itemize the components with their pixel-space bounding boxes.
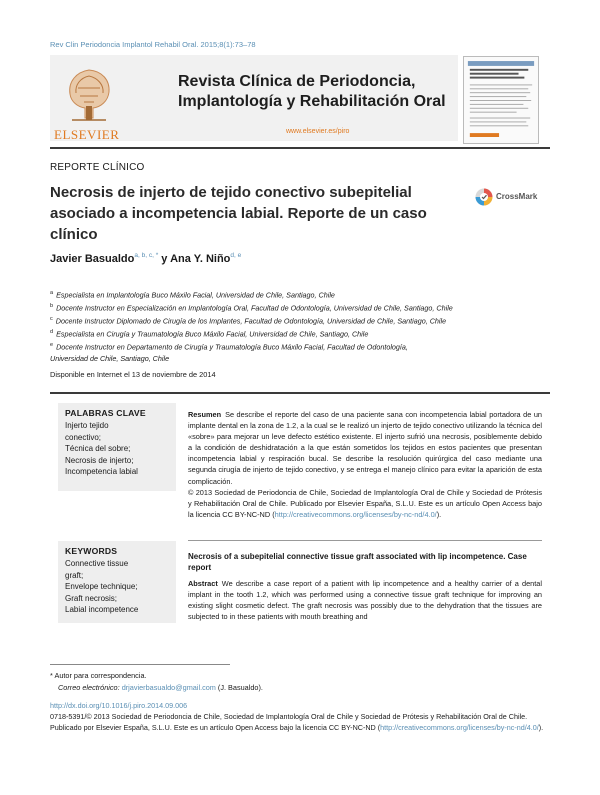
abstract-top-divider bbox=[50, 392, 550, 394]
english-abstract-label: Abstract bbox=[188, 579, 218, 588]
bottom-license-link[interactable]: http://creativecommons.org/licenses/by-nc-nd/4.0/ bbox=[380, 722, 539, 732]
footnotes bbox=[50, 670, 550, 693]
crossmark-icon bbox=[475, 188, 493, 206]
affiliation-item bbox=[50, 353, 550, 365]
bottom-copyright bbox=[50, 712, 550, 734]
english-abstract-paragraph bbox=[188, 578, 542, 622]
affiliation-text: Docente Instructor en Departamento de Cirugía y Traumatología Buco Máxilo Facial, Facultad de Odontología, bbox=[56, 342, 408, 352]
affiliation-text: Universidad de Chile, Santiago, Chile bbox=[50, 353, 170, 363]
crossmark-label: CrossMark bbox=[496, 192, 538, 201]
keyword-item: Incompetencia labial bbox=[65, 467, 138, 476]
english-title: Necrosis of a subepitelial connective tissue graft associated with lip incompetence. Case report bbox=[188, 552, 527, 572]
affiliation-marker: c bbox=[50, 315, 53, 322]
keyword-item: Connective tissue bbox=[65, 559, 129, 568]
resumen-paragraph bbox=[188, 409, 542, 520]
affiliation-text: Docente Instructor Diplomado de Cirugía de los Implantes, Facultad de Odontología, Universidad de Chile, Santiago, Chile bbox=[55, 316, 447, 326]
keyword-item: Injerto tejido bbox=[65, 421, 109, 430]
footnote-divider bbox=[50, 664, 230, 665]
author-1-affiliation-markers[interactable]: a, b, c, * bbox=[134, 252, 159, 259]
bottom-metadata bbox=[50, 701, 550, 733]
bottom-copyright-end: ). bbox=[538, 722, 544, 732]
affiliation-item bbox=[50, 288, 550, 301]
crossmark-badge[interactable] bbox=[475, 188, 545, 206]
article-title: Necrosis de injerto de tejido conectivo subepitelial asociado a incompetencia labial. Reporte de un caso clínico bbox=[50, 184, 427, 243]
journal-cover-image bbox=[463, 56, 539, 144]
affiliation-item bbox=[50, 327, 550, 340]
affiliation-text: Docente Instructor en Especialización en Implantología Oral, Facultad de Odontología, Universidad de Chile, Santiago, Chile bbox=[56, 303, 453, 313]
affiliation-item bbox=[50, 301, 550, 314]
keyword-item: Graft necrosis; bbox=[65, 593, 118, 603]
journal-title-line2: Implantología y Rehabilitación Oral bbox=[178, 93, 446, 110]
keyword-item: Necrosis de injerto; bbox=[65, 455, 134, 465]
affiliation-marker: a bbox=[50, 290, 54, 296]
email-line bbox=[50, 682, 550, 694]
keyword-item: conectivo; bbox=[65, 432, 102, 442]
header-divider bbox=[50, 147, 550, 149]
keyword-item: Técnica del sobre; bbox=[65, 444, 131, 453]
keywords-en-box bbox=[58, 541, 176, 623]
resumen-label: Resumen bbox=[188, 410, 222, 419]
affiliation-marker: b bbox=[50, 302, 54, 309]
affiliation-text: Especialista en Implantología Buco Máxilo Facial, Universidad de Chile, Santiago, Chile bbox=[56, 290, 335, 300]
affiliation-marker: d bbox=[50, 328, 54, 335]
resumen-license-link[interactable]: http://creativecommons.org/licenses/by-nc-nd/4.0/ bbox=[274, 509, 437, 519]
journal-title-line1: Revista Clínica de Periodoncia, bbox=[178, 73, 416, 90]
keywords-es-box bbox=[58, 403, 176, 491]
english-abstract-text: We describe a case report of a patient with lip incompetence and a healthy carrier of a dental implant in the tooth 1.2, which was performed using a connective tissue graft technique for improving an existing slight cosmetic defect. The graft necrosis was possibly due to the dehydration that the tissues are subjected to in these patients with mouth breathing and bbox=[188, 579, 542, 622]
keywords-es-heading: PALABRAS CLAVE bbox=[65, 408, 146, 418]
section-label: REPORTE CLÍNICO bbox=[50, 162, 145, 173]
journal-reference[interactable]: Rev Clin Periodoncia Implantol Rehabil Oral. 2015;8(1):73–78 bbox=[50, 40, 256, 49]
availability-date: Disponible en Internet el 13 de noviembre de 2014 bbox=[50, 370, 216, 379]
author-list bbox=[50, 253, 241, 265]
email-label: Correo electrónico: bbox=[58, 682, 120, 692]
affiliation-item bbox=[50, 314, 550, 327]
resumen-text: Se describe el reporte del caso de una paciente sana con incompetencia labial portadora de un implante dental en la zona de 1.2, a la cual se le realizó un injerto de tejido conectivo utilizando la técnica del «sobre» para mejorar un leve defecto estético existente. El injerto sufrió una necrosis, posiblemente debido a la condición de deshidratación a la que están sometidos los tejidos en estos pacientes que presentan incompetencia labial y respiración bucal. Se describe la resolución quirúrgica del caso mediante una segunda cirugía de injerto de tejido conectivo, y se entrega el manejo clínico para evitar la aparición de esta complicación. bbox=[188, 410, 542, 486]
author-2-name: Ana Y. Niño bbox=[170, 253, 231, 265]
journal-url-link[interactable]: www.elsevier.es/piro bbox=[286, 128, 350, 135]
resumen-copyright-end: ). bbox=[436, 509, 442, 519]
author-2-affiliation-markers[interactable]: d, e bbox=[230, 252, 242, 259]
keyword-item: Labial incompetence bbox=[65, 605, 139, 614]
keywords-en-heading: KEYWORDS bbox=[65, 546, 118, 556]
affiliation-text: Especialista en Cirugía y Traumatología Buco Máxilo Facial, Universidad de Chile, Santiago, Chile bbox=[56, 329, 369, 339]
affiliation-marker: e bbox=[50, 341, 54, 348]
author-1-name: Javier Basualdo bbox=[50, 253, 135, 265]
affiliation-list bbox=[50, 288, 550, 365]
corresponding-author-note: * Autor para correspondencia. bbox=[50, 671, 147, 680]
keyword-item: Envelope technique; bbox=[65, 582, 138, 591]
author-connector: y bbox=[161, 253, 168, 265]
keyword-item: graft; bbox=[65, 570, 84, 580]
email-suffix: (J. Basualdo). bbox=[217, 682, 263, 692]
abstract-divider bbox=[188, 540, 542, 541]
doi-link[interactable]: http://dx.doi.org/10.1016/j.piro.2014.09.006 bbox=[50, 701, 188, 710]
affiliation-item bbox=[50, 340, 550, 353]
journal-title bbox=[178, 72, 448, 112]
resumen-copyright: © 2013 Sociedad de Periodoncia de Chile, Sociedad de Implantología Oral de Chile y Sociedad de Prótesis y Rehabilitación Oral de Chile. Publicado por Elsevier España, S.L.U. Este es un artículo Open Access bajo la licencia CC BY-NC-ND ( bbox=[188, 487, 542, 519]
email-link[interactable]: drjavierbasualdo@gmail.com bbox=[121, 682, 216, 692]
publisher-name: ELSEVIER bbox=[54, 127, 120, 142]
bottom-copyright-text: 0718-5391/© 2013 Sociedad de Periodoncia de Chile, Sociedad de Implantología Oral de Chile y Sociedad de Prótesis y Rehabilitación Oral de Chile. Publicado por Elsevier España, S.L.U. Este es un artículo Open Access bajo la licencia CC BY-NC-ND ( bbox=[50, 711, 528, 732]
